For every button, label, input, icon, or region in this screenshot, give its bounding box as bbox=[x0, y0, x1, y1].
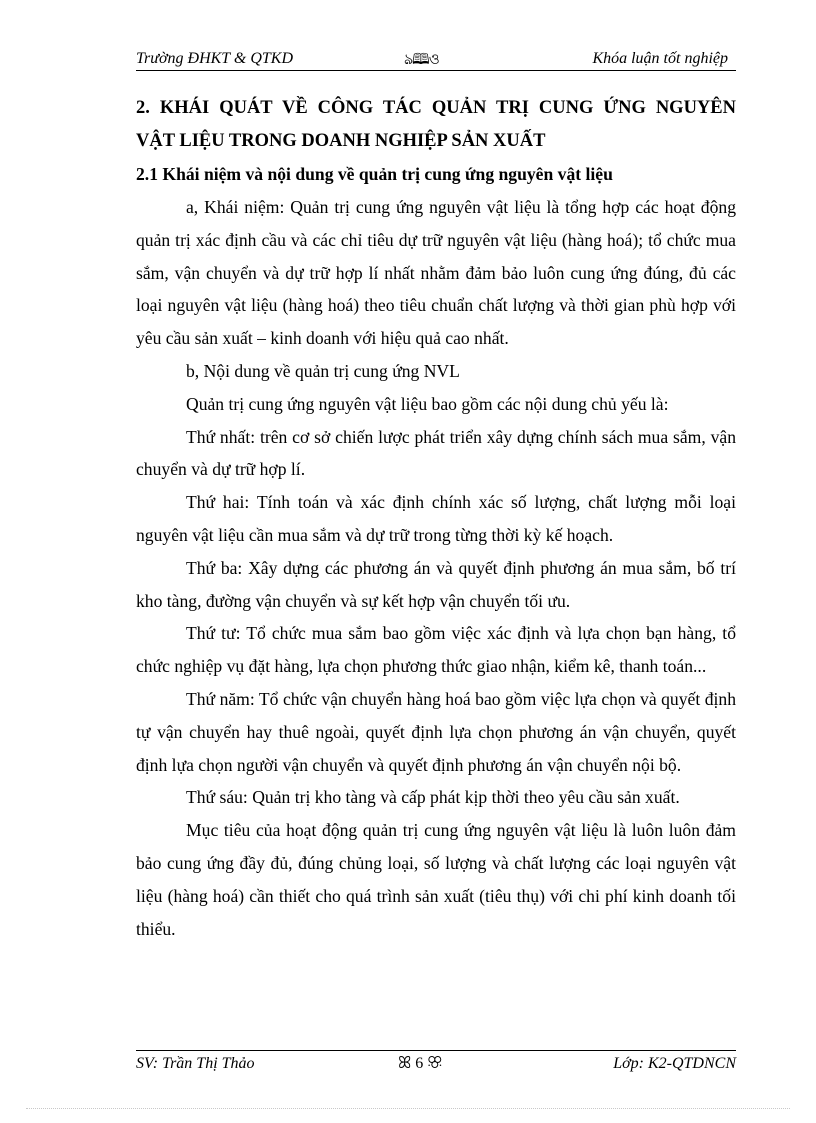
paragraph-item-2: Thứ hai: Tính toán và xác định chính xác số lượng, chất lượng mỗi loại nguyên vật liệu cần mua sắm và dự trữ trong từng thời kỳ kế hoạch. bbox=[136, 492, 736, 545]
paragraph-item-1: Thứ nhất: trên cơ sở chiến lược phát triển xây dựng chính sách mua sắm, vận chuyển và dự trữ hợp lí. bbox=[136, 426, 736, 480]
paragraph-definition: a, Khái niệm: Quản trị cung ứng nguyên vật liệu là tổng hợp các hoạt động quản trị xác định cầu và các chỉ tiêu dự trữ nguyên vật liệu (hàng hoá); tổ chức mua sắm, vận chuyển và dự trữ hợp lí nhất nhằm đảm bảo luôn cung ứng đúng, đủ các loại nguyên vật liệu (hàng hoá) theo tiêu chuẩn chất lượng và thời gian phù hợp với yêu cầu sản xuất – kinh doanh với hiệu quả cao nhất. bbox=[136, 197, 736, 349]
section-heading bbox=[136, 92, 736, 158]
paragraph-item-3: Thứ ba: Xây dựng các phương án và quyết định phương án mua sắm, bố trí kho tàng, đường vận chuyển và sự kết hợp vận chuyển tối ưu. bbox=[136, 557, 736, 611]
paragraph-item-5: Thứ năm: Tổ chức vận chuyển hàng hoá bao gồm việc lựa chọn và quyết định tự vận chuyển hay thuê ngoài, quyết định lựa chọn phương án vận chuyển, quyết định lựa chọn người vận chuyển và quyết định phương án vận chuyển nội bộ. bbox=[136, 688, 736, 775]
paragraph-content-heading: b, Nội dung về quản trị cung ứng NVL bbox=[186, 360, 460, 381]
header-school-name: Trường ĐHKT & QTKD bbox=[136, 50, 294, 67]
bottom-dotted-rule bbox=[26, 1108, 790, 1109]
section-heading-line-2: VẬT LIỆU TRONG DOANH NGHIỆP SẢN XUẤT bbox=[136, 131, 546, 151]
paragraph-content-intro: Quản trị cung ứng nguyên vật liệu bao gồm các nội dung chủ yếu là: bbox=[186, 393, 669, 414]
section-heading-line-1: 2. KHÁI QUÁT VỀ CÔNG TÁC QUẢN TRỊ CUNG ỨNG NGUYÊN bbox=[136, 98, 736, 118]
paragraph-item-6: Thứ sáu: Quản trị kho tàng và cấp phát kịp thời theo yêu cầu sản xuất. bbox=[186, 787, 680, 808]
paragraph-objective: Mục tiêu của hoạt động quản trị cung ứng nguyên vật liệu là luôn luôn đảm bảo cung ứng đầy đủ, đúng chủng loại, số lượng và chất lượng các loại nguyên vật liệu (hàng hoá) cần thiết cho quá trình sản xuất (tiêu thụ) với chi phí kinh doanh tối thiểu. bbox=[136, 820, 736, 939]
page-header bbox=[136, 48, 736, 71]
subsection-heading: 2.1 Khái niệm và nội dung về quản trị cung ứng nguyên vật liệu bbox=[136, 164, 613, 184]
footer-class-label: Lớp: K2-QTDNCN bbox=[613, 1055, 736, 1072]
page-content bbox=[136, 92, 736, 945]
page-footer bbox=[136, 1050, 736, 1075]
header-ornament: ঌ🕮ও bbox=[404, 52, 439, 68]
header-thesis-label: Khóa luận tốt nghiệp bbox=[592, 50, 728, 67]
footer-student-name: SV: Trần Thị Thảo bbox=[136, 1055, 255, 1072]
footer-page-number: ꕤ 6 ꕣ bbox=[398, 1055, 443, 1072]
paragraph-item-4: Thứ tư: Tổ chức mua sắm bao gồm việc xác định và lựa chọn bạn hàng, tổ chức nghiệp vụ đặt hàng, lựa chọn phương thức giao nhận, kiểm kê, thanh toán... bbox=[136, 623, 736, 677]
